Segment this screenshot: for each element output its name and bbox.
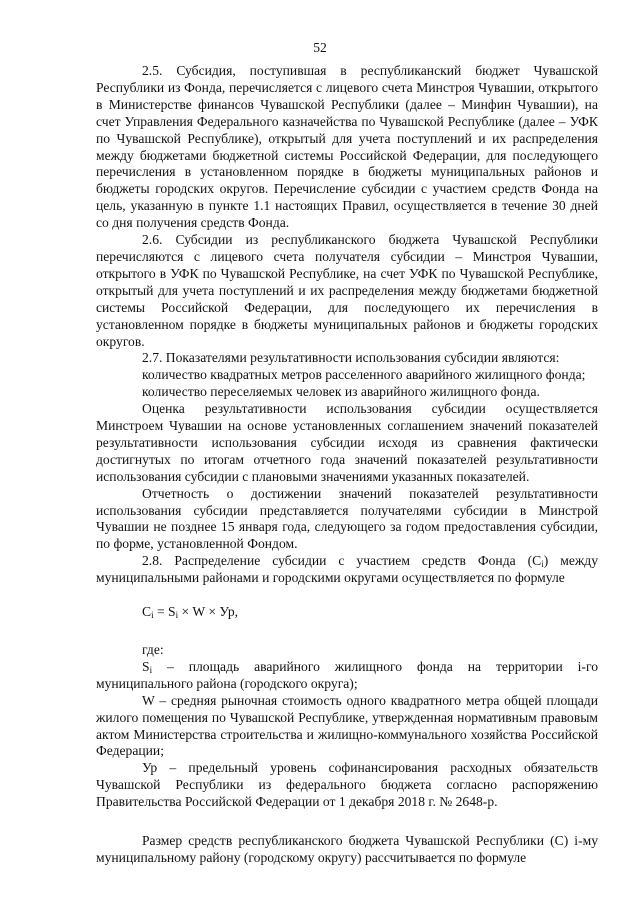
paragraph-2-5: 2.5. Субсидия, поступившая в республиканский бюджет Чувашской Республики из Фонда, перечисляется с лицевого счета Минстроя Чувашии, открытого в Министерстве финансов Чувашской Республики (далее – Минфин Чувашии), на счет Управления Федерального казначейства по Чувашской Республике (далее – УФК по Чувашской Республике), открытый для учета поступлений и их распределения между бюджетами бюджетной системы Российской Федерации, для последующего перечисления в установленном порядке в бюджеты муниципальных районов и бюджеты городских округов. Перечисление субсидии с участием средств Фонда на цель, указанную в пункте 1.1 настоящих Правил, осуществляется в течение 30 дней со дня получения средств Фонда. bbox=[96, 63, 598, 231]
paragraph-2-6: 2.6. Субсидии из республиканского бюджета Чувашской Республики перечисляются с лицевого счета получателя субсидии – Минстроя Чувашии, открытого в УФК по Чувашской Республике, на счет УФК по Чувашской Республике, открытый для учета поступлений и их распределения между бюджетами бюджетной системы Российской Федерации, для последующего их перечисления в установленном порядке в бюджеты муниципальных районов и бюджеты городских округов. bbox=[96, 232, 598, 349]
formula-s: = S bbox=[153, 604, 176, 620]
definition-w: W – средняя рыночная стоимость одного квадратного метра общей площади жилого помещения по Чувашской Республике, утвержденная нормативным правовым актом Министерства строительства и жилищно-коммунального хозяйства Российской Федерации; bbox=[96, 692, 598, 759]
formula-c: C bbox=[142, 604, 152, 620]
paragraph-evaluation: Оценка результативности использования субсидии осуществляется Минстроем Чувашии на основе установленных соглашением значений показателей результативности использования субсидии исходя из сравнения фактически достигнутых по итогам отчетного года значений показателей результативности использования субсидии с плановыми значениями указанных показателей. bbox=[96, 401, 598, 484]
paragraph-republican-budget: Размер средств республиканского бюджета Чувашской Республики (C) i-му муниципальному району (городскому округу) рассчитывается по формуле bbox=[96, 833, 598, 865]
definition-s-text: – площадь аварийного жилищного фонда на территории i-го муниципального района (городского округа); bbox=[96, 658, 598, 691]
definition-s bbox=[96, 659, 598, 693]
formula-c-subscript: i bbox=[151, 610, 154, 621]
text-segment: ) между муниципальными районами и городскими округами осуществляется по формуле bbox=[96, 553, 598, 586]
definition-ur: Ур – предельный уровень софинансирования расходных обязательств Чувашской Республики из федерального бюджета согласно распоряжению Правительства Российской Федерации от 1 декабря 2018 г. № 2648-р. bbox=[96, 760, 598, 810]
text-segment: 2.8. Распределение субсидии с участием средств Фонда (C bbox=[142, 553, 542, 569]
formula-rest: × W × Ур, bbox=[178, 604, 239, 620]
subscript: i bbox=[541, 559, 544, 570]
indicator-1: количество квадратных метров расселенного аварийного жилищного фонда; bbox=[142, 367, 586, 383]
paragraph-2-8 bbox=[96, 553, 598, 587]
definition-s-symbol: S bbox=[142, 658, 150, 674]
definition-s-subscript: i bbox=[149, 664, 153, 675]
formula-ci bbox=[96, 604, 598, 621]
indicator-2: количество переселяемых человек из аварийного жилищного фонда. bbox=[142, 384, 540, 400]
page-number: 52 bbox=[313, 40, 327, 55]
formula-s-subscript: i bbox=[175, 610, 179, 621]
document-body bbox=[96, 63, 598, 867]
paragraph-2-7: 2.7. Показателями результативности использования субсидии являются: bbox=[142, 350, 560, 366]
where-label: где: bbox=[142, 642, 164, 657]
paragraph-report: Отчетность о достижении значений показателей результативности использования субсидии представляется получателями субсидии в Минстрой Чувашии не позднее 15 января года, следующего за годом предоставления субсидии, по форме, установленной Фондом. bbox=[96, 485, 598, 552]
